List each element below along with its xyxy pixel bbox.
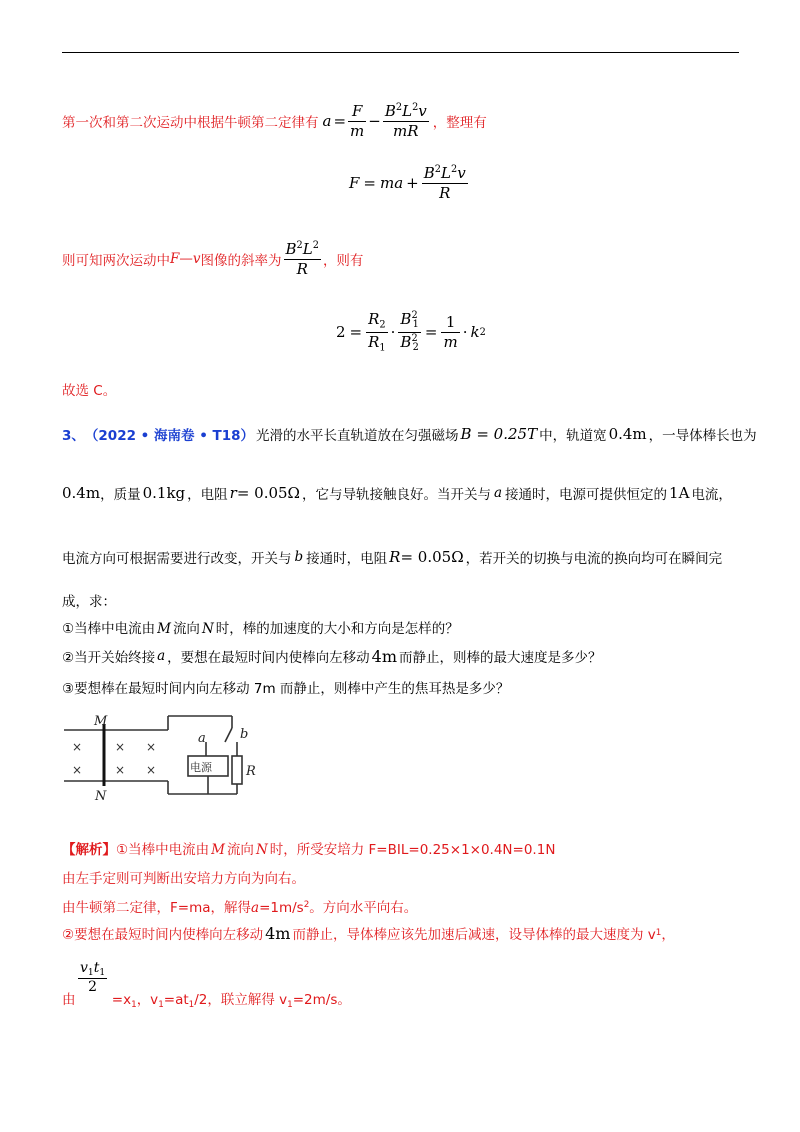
solution-line-1-tail: ，整理有 — [432, 115, 487, 131]
resistor-r — [232, 756, 242, 784]
problem-number: 3、 — [62, 428, 85, 444]
problem-text: ，一导体棒长也为 — [648, 428, 757, 444]
math-dot: · — [462, 323, 468, 342]
resistance-value: = 0.05Ω — [400, 548, 464, 566]
math-M: M — [157, 621, 171, 637]
question-text: ②当开关始终接 — [62, 650, 156, 666]
solution-line-1-text: 第一次和第二次运动中根据牛顿第二定律有 — [62, 115, 319, 131]
fv-label: F—v — [170, 251, 201, 267]
math-sq: 2 — [412, 101, 419, 113]
field-cross: × — [146, 740, 157, 754]
math-sq: 2 — [479, 326, 486, 338]
analysis-text: 。方向水平向右。 — [309, 900, 418, 916]
math-plus: + — [406, 174, 419, 193]
problem-text: 接通时，电源可提供恒定的 — [505, 487, 668, 503]
question-text: ，要想在最短时间内使棒向左移动 — [167, 650, 370, 666]
math-r: r — [229, 484, 237, 502]
analysis-line-3 — [62, 896, 417, 916]
math-sub2: 2 — [412, 342, 419, 353]
math-v: v — [457, 164, 466, 182]
math-two: 2 — [336, 323, 346, 342]
r-value: = 0.05Ω — [236, 484, 300, 502]
math-dot: · — [390, 323, 396, 342]
label-r: R — [246, 764, 256, 779]
analysis-text: =1m/s — [259, 900, 304, 916]
formula-ratio — [336, 310, 486, 354]
math-R: R — [368, 310, 380, 328]
label-b: b — [240, 727, 249, 742]
math-sub1: 1 — [655, 928, 662, 938]
math-minus: − — [368, 112, 381, 130]
math-F: F — [349, 174, 360, 193]
solution-line-2-text: 则可知两次运动中 — [62, 253, 170, 269]
problem-text: 光滑的水平长直轨道放在匀强磁场 — [256, 428, 459, 444]
math-sub1: 1 — [99, 968, 106, 979]
analysis-text: ， — [661, 927, 675, 943]
analysis-line-1 — [62, 838, 555, 858]
question-text: 而静止，则棒的最大速度是多少？ — [399, 650, 602, 666]
analysis-tag: 【解析】 — [62, 842, 116, 858]
problem-text: ，若开关的切换与电流的换向均可在瞬间完 — [465, 551, 723, 567]
math-B: B — [423, 164, 435, 182]
frac-r2-over-r1 — [366, 310, 388, 354]
mass-value: 0.1kg — [142, 484, 186, 502]
math-v: v — [418, 101, 427, 120]
question-text: ①当棒中电流由 — [62, 621, 156, 637]
solution-line-2-mid: 图像的斜率为 — [200, 253, 282, 269]
math-one: 1 — [441, 313, 459, 333]
label-n: N — [95, 789, 107, 802]
problem-text: 电流方向可根据需要进行改变，开关与 — [62, 551, 292, 567]
math-sub1: 1 — [188, 1000, 195, 1011]
math-t: t — [93, 960, 100, 976]
analysis-text: 时，所受安培力 F=BIL=0.25×1×0.4N=0.1N — [269, 842, 556, 858]
field-cross: × — [72, 740, 83, 754]
circuit-diagram — [62, 710, 302, 802]
power-source-label: 电源 — [190, 761, 212, 774]
label-a: a — [198, 731, 206, 746]
question-1 — [62, 617, 459, 637]
solution-line-1 — [62, 101, 487, 141]
math-L: L — [441, 164, 451, 182]
math-m: m — [350, 121, 365, 140]
math-sub1: 1 — [131, 1000, 137, 1011]
analysis-line-2: 由左手定则可判断出安培力方向为向右。 — [62, 871, 305, 887]
math-R: R — [439, 183, 451, 202]
field-cross: × — [146, 763, 157, 777]
frac-1-over-m — [441, 313, 459, 352]
conclusion-text: 故选 C。 — [62, 383, 117, 399]
math-a: a — [493, 485, 503, 501]
analysis-text: 流向 — [226, 842, 254, 858]
analysis-text: ，v — [136, 992, 159, 1008]
math-sub1: 1 — [158, 1000, 164, 1011]
label-m: M — [94, 714, 108, 729]
frac-b2l2v-over-mr — [383, 102, 429, 141]
frac-f-over-m — [348, 102, 366, 141]
analysis-text: =at — [163, 992, 189, 1008]
analysis-text: ①当棒中电流由 — [116, 842, 210, 858]
math-N: N — [255, 842, 268, 858]
length-value: 0.4m — [62, 484, 101, 502]
math-R: R — [368, 332, 380, 351]
math-B: B — [285, 239, 297, 258]
math-eq: = — [424, 323, 438, 342]
math-eq: = — [349, 323, 363, 342]
math-sq: 2 — [450, 164, 458, 176]
analysis-line-4 — [62, 923, 675, 943]
solution-line-2 — [62, 237, 363, 281]
math-a: a — [251, 900, 260, 916]
math-sq: 2 — [312, 239, 319, 251]
math-a: a — [157, 648, 166, 664]
math-mR: mR — [393, 121, 419, 140]
formula-newton — [323, 102, 429, 141]
math-k: k — [470, 323, 480, 342]
question-text: 时，棒的加速度的大小和方向是怎样的？ — [215, 621, 459, 637]
math-sub1: 1 — [379, 342, 386, 353]
analysis-text: =2m/s。 — [292, 992, 351, 1008]
math-sub1: 1 — [412, 319, 419, 331]
math-ma: ma — [380, 174, 404, 193]
analysis-text: /2，联立解得 v — [194, 992, 288, 1008]
question-3: ③要想棒在最短时间内向左移动 7m 而静止，则棒中产生的焦耳热是多少？ — [62, 681, 510, 697]
math-M: M — [211, 842, 225, 858]
field-cross: × — [115, 740, 126, 754]
math-eq: = — [363, 174, 376, 193]
math-sq: 2 — [303, 899, 310, 910]
distance-value: 4m — [265, 923, 291, 943]
math-R: R — [389, 548, 401, 566]
math-a: a — [322, 112, 332, 130]
math-R: R — [296, 259, 308, 278]
analysis-text: ②要想在最短时间内使棒向左移动 — [62, 927, 264, 943]
math-B: B — [400, 332, 412, 351]
analysis-text: 由牛顿第二定律，F=ma，解得 — [62, 900, 251, 916]
problem-line-4: 成，求： — [62, 594, 116, 610]
math-B: B — [384, 101, 396, 120]
problem-text: 中，轨道宽 — [539, 428, 607, 444]
math-m: m — [443, 332, 458, 351]
math-sub1: 1 — [287, 1000, 293, 1011]
frac-b2l2v-over-r — [422, 164, 468, 203]
analysis-text: 由 — [62, 992, 76, 1008]
math-L: L — [402, 101, 413, 120]
math-eq: = — [333, 112, 347, 130]
analysis-line-5 — [62, 988, 351, 1010]
problem-text: 电流， — [691, 487, 732, 503]
math-sq: 2 — [395, 101, 403, 113]
analysis-text: =x — [111, 992, 132, 1008]
math-B: B — [400, 310, 412, 328]
problem-text: ，它与导轨接触良好。当开关与 — [301, 487, 491, 503]
math-L: L — [302, 239, 313, 258]
frac-b2l2-over-r — [284, 240, 321, 279]
problem-text: ，电阻 — [187, 487, 228, 503]
math-F: F — [348, 102, 366, 122]
b-value: B = 0.25T — [460, 425, 538, 443]
math-two: 2 — [88, 979, 98, 996]
frac-b1sq-over-b2sq — [398, 310, 420, 354]
question-text: 流向 — [172, 621, 200, 637]
field-cross: × — [72, 763, 83, 777]
field-cross: × — [115, 763, 126, 777]
header-rule — [62, 52, 739, 53]
problem-text: 接通时，电阻 — [306, 551, 388, 567]
analysis-text: 而静止，导体棒应该先加速后减速，设导体棒的最大速度为 v — [292, 927, 656, 943]
current-value: 1A — [669, 484, 690, 502]
math-sub2: 2 — [379, 319, 386, 331]
problem-text: ，质量 — [100, 487, 141, 503]
math-sq: 2 — [411, 332, 418, 344]
math-sub1: 1 — [87, 968, 94, 979]
question-2 — [62, 646, 602, 666]
math-b: b — [294, 549, 304, 565]
solution-line-2-tail: ，则有 — [322, 253, 364, 269]
math-sq: 2 — [296, 239, 303, 251]
math-sq: 2 — [434, 164, 441, 176]
switch-blade — [225, 728, 232, 742]
formula-force — [349, 164, 468, 203]
width-value: 0.4m — [608, 425, 647, 443]
math-sq: 2 — [411, 310, 418, 322]
distance-value: 4m — [371, 646, 398, 666]
problem-line-1 — [62, 424, 757, 444]
problem-source: （2022 • 海南卷 • T18） — [84, 428, 255, 444]
math-N: N — [201, 621, 214, 637]
problem-line-2 — [62, 483, 732, 503]
problem-line-3 — [62, 547, 722, 567]
math-v: v — [80, 960, 88, 976]
formula-slope — [284, 240, 321, 279]
